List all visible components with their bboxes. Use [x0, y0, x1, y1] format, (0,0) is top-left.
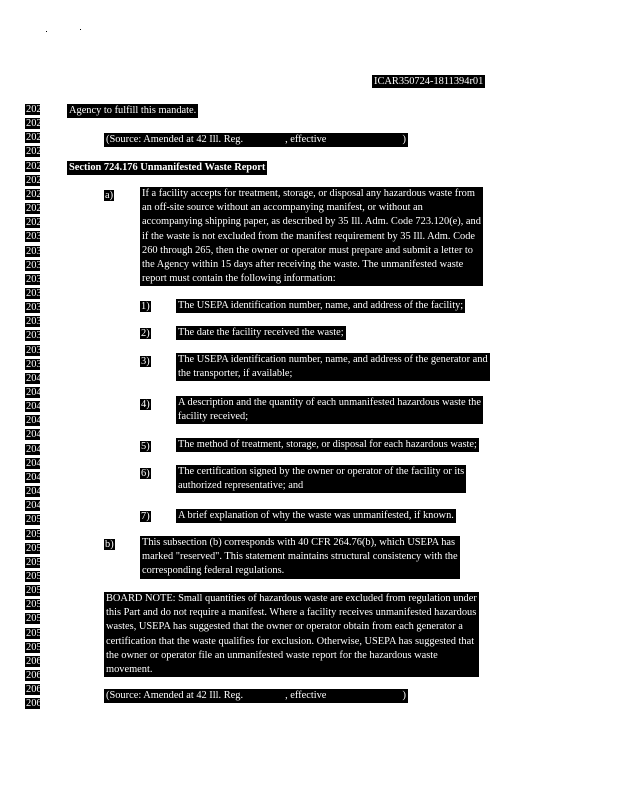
line-number: 2029	[26, 217, 47, 229]
line-number: 2059	[26, 641, 47, 653]
item-5-text	[176, 438, 479, 452]
line-number: 2033	[26, 273, 47, 285]
line-number: 2022	[26, 118, 47, 130]
text-line: if the waste is not excluded from the manifest requirement by 35 Ill. Adm. Code	[142, 230, 475, 242]
line-number: 2031	[26, 245, 47, 257]
source-middle: , effective	[285, 134, 327, 145]
line-number: 2061	[26, 670, 47, 681]
line-number: 2052	[26, 542, 47, 554]
item-label-6: 6)	[141, 468, 150, 479]
text-line: The USEPA identification number, name, and address of the facility;	[178, 300, 464, 311]
line-number: 2041	[26, 387, 47, 398]
line-number: 2034	[26, 288, 47, 299]
line-number: 2047	[26, 471, 47, 483]
line-number: 2026	[26, 174, 47, 186]
text-line: If a facility accepts for treatment, storage, or disposal any hazardous waste from	[142, 188, 475, 199]
line-number: 2056	[26, 599, 47, 611]
line-number: 2025	[26, 160, 47, 172]
item-2-text	[176, 326, 346, 340]
line-number: 2045	[26, 443, 47, 455]
text-line: authorized representative; and	[178, 480, 304, 492]
intro-line: Agency to fulfill this mandate.	[67, 104, 198, 118]
line-number: 2042	[26, 401, 47, 413]
item-6-text	[176, 465, 466, 493]
item-4-text	[176, 396, 483, 424]
document-id: ICAR350724-1811394r01	[374, 76, 484, 87]
item-1-text	[176, 299, 465, 313]
item-label-1: 1)	[141, 301, 150, 312]
line-number: 2021	[26, 104, 47, 115]
line-number: 2032	[26, 259, 47, 271]
text-line: The USEPA identification number, name, and address of the generator and	[178, 354, 488, 365]
item-label-2: 2)	[141, 328, 150, 339]
line-number: 2057	[26, 613, 47, 625]
source-suffix: )	[402, 134, 406, 145]
text-line: the transporter, if available;	[178, 368, 293, 380]
line-number: 2038	[26, 344, 47, 356]
subsection-b-text	[140, 536, 460, 579]
line-number: 2063	[26, 698, 47, 710]
source-note-2	[104, 689, 408, 703]
line-number: 2037	[26, 330, 47, 342]
line-number: 2044	[26, 429, 47, 441]
text-line: certification that the waste qualifies for exclusion. Otherwise, USEPA has suggested that	[106, 635, 475, 647]
board-note	[104, 592, 479, 677]
line-number: 2028	[26, 203, 47, 215]
item-label-4: 4)	[141, 399, 150, 410]
text-line: movement.	[106, 664, 153, 676]
line-number: 2035	[26, 302, 47, 314]
text-line: corresponding federal regulations.	[142, 565, 285, 577]
text-line: facility received;	[178, 411, 249, 423]
text-line: BOARD NOTE: Small quantities of hazardous waste are excluded from regulation under	[106, 593, 477, 604]
text-line: A description and the quantity of each unmanifested hazardous waste the	[178, 397, 481, 408]
line-number: 2050	[26, 514, 47, 526]
text-line: The date the facility received the waste;	[178, 327, 344, 338]
text-line: wastes, USEPA has suggested that the owner or operator obtain from each generator a	[106, 621, 463, 633]
line-number: 2062	[26, 684, 47, 696]
text-line: the Agency within 15 days after receiving the waste. The unmanifested waste	[142, 259, 464, 271]
text-line: marked "reserved". This statement maintains structural consistency with the	[142, 551, 458, 563]
subsection-label-a: a)	[105, 190, 114, 201]
text-line: accompanying shipping paper, as described by 35 Ill. Adm. Code 723.120(e), and	[142, 216, 481, 228]
scan-speck	[46, 31, 47, 32]
text-line: A brief explanation of why the waste was unmanifested, if known.	[178, 510, 454, 521]
line-number: 2055	[26, 585, 47, 597]
source-middle: , effective	[285, 690, 327, 701]
line-number: 2040	[26, 372, 47, 384]
line-number: 2060	[26, 655, 47, 667]
item-label-7: 7)	[141, 511, 150, 522]
text-line: This subsection (b) corresponds with 40 CFR 264.76(b), which USEPA has	[142, 537, 456, 548]
source-prefix: (Source: Amended at 42 Ill. Reg.	[106, 690, 244, 701]
subsection-a-text	[140, 187, 483, 286]
item-7-text	[176, 509, 456, 523]
text-line: The certification signed by the owner or operator of the facility or its	[178, 466, 465, 477]
text-line: the owner or operator file an unmanifested waste report for the hazardous waste	[106, 649, 438, 661]
item-3-text	[176, 353, 490, 381]
text-line: this Part and do not require a manifest. Where a facility receives unmanifested hazardous	[106, 607, 477, 619]
line-number: 2043	[26, 415, 47, 427]
line-number: 2027	[26, 188, 47, 200]
line-number: 2039	[26, 358, 47, 370]
subsection-label-b: b)	[105, 539, 114, 550]
line-number: 2053	[26, 556, 47, 568]
line-number: 2058	[26, 627, 47, 639]
line-number: 2036	[26, 316, 47, 328]
line-number: 2030	[26, 231, 47, 243]
source-note-1	[104, 133, 408, 147]
line-number: 2054	[26, 571, 47, 582]
text-line: 260 through 265, then the owner or operator must prepare and submit a letter to	[142, 244, 473, 256]
text-line: report must contain the following information:	[142, 273, 336, 285]
source-prefix: (Source: Amended at 42 Ill. Reg.	[106, 134, 244, 145]
line-number: 2051	[26, 528, 47, 540]
text-line: The method of treatment, storage, or disposal for each hazardous waste;	[178, 439, 477, 450]
line-number: 2024	[26, 146, 47, 158]
line-number: 2048	[26, 486, 47, 498]
section-title: Section 724.176 Unmanifested Waste Report	[67, 161, 267, 175]
text-line: an off-site source without an accompanying manifest, or without an	[142, 202, 423, 214]
item-label-3: 3)	[141, 356, 150, 367]
line-number: 2046	[26, 457, 47, 469]
item-label-5: 5)	[141, 441, 150, 452]
source-suffix: )	[402, 690, 406, 701]
line-number: 2023	[26, 132, 47, 144]
scan-speck	[80, 29, 81, 30]
line-number: 2049	[26, 500, 47, 512]
